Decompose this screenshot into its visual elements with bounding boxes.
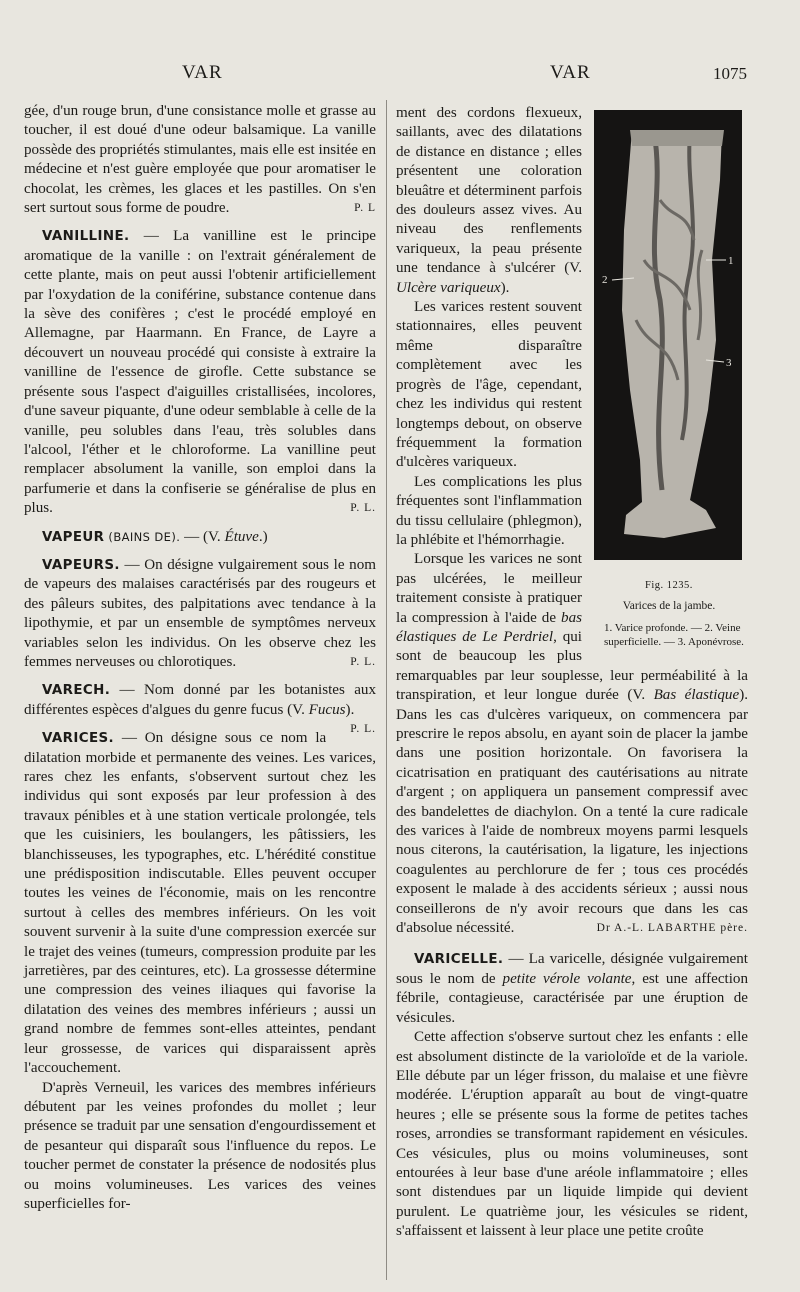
vanille-continuation xyxy=(24,102,376,218)
figure-title: Varices de la jambe. xyxy=(622,600,716,613)
vanille-text: gée, d'un rouge brun, d'une consistance molle et grasse au toucher, il est doué d'une odeur balsamique. La vanille possède des propriétés stimulantes, mais elle est insitée en médecine et n'est guère employée que pour aromatiser le chocolat, les crèmes, les glaces et les pastilles. On s'en sert surtout sous forme de poudre. xyxy=(24,103,376,217)
header-center-word: VAR xyxy=(550,62,591,83)
figure-label-2: 2 xyxy=(602,274,608,286)
headword-vapeur-sub: (BAINS DE). xyxy=(104,529,181,544)
page-number: 1075 xyxy=(713,64,747,83)
varices-cont-text-1: ment des cordons flexueux, saillants, avec des dilatations de distance en distance ; elles présentent une coloration bleuâtre et déterminent parfois des douleurs assez vives. Au niveau des renflements variqueux, la peau présente une tendance à s'ulcérer (V. xyxy=(396,105,582,277)
vapeur-text-post: .) xyxy=(258,528,268,545)
header-left-word: VAR xyxy=(182,62,223,83)
entry-varech xyxy=(24,681,376,736)
headword-vapeur: VAPEUR xyxy=(42,529,105,545)
varices-verneuil-paragraph: D'après Verneuil, les varices des membres inférieurs débutent par les veines profondes du mollet ; leur présence se traduit par une sensation d'engourdissement et de pesanteur qui disparaît sous l'influence du repos. Le toucher permet de constater la présence de nodosités plus ou moins volumineuses. Les varices des veines superficielles for- xyxy=(24,1079,376,1212)
headword-vapeurs: VAPEURS. xyxy=(42,557,120,573)
vapeurs-text: — On désigne vulgairement sous le nom de vapeurs des malaises caractérisés par des rougeurs et des pâleurs subites, des palpitations avec tendance à la lipothymie, et par un ensemble de symptômes nerveux variables selon les individus. On les observe chez les femmes nerveuses ou chlorotiques. xyxy=(24,556,376,670)
entry-vapeurs xyxy=(24,556,376,672)
traitement-text-3: ). Dans les cas d'ulcères variqueux, on commencera par prescrire le repos absolu, en ayant soin de placer la jambe dans une position horizontale. On favorisera la cicatrisation en pratiquant des cautérisations au nitrate d'argent ; on appliquera un pansement compressif avec des bandelettes de diachylon. On a tenté la cure radicale des varices à l'aide de nombreux moyens parmi lesquels nous citerons, la cautérisation, la ligature, les injections coagulentes au perchlorure de fer ; tous ces procédés exposent le malade à des accidents sérieux ; aussi nous conseillerons de n'y avoir recours que dans les cas d'absolue nécessité. xyxy=(396,687,748,937)
entry-varicelle xyxy=(396,950,748,1028)
varicelle-paragraph: Cette affection s'observe surtout chez les enfants : elle est absolument distincte de la varioloïde et de la variole. Elle débute par un léger frisson, du malaise et une fièvre modérée. L'éruption apparaît au bout de vingt-quatre heures ; elle se présente sous la forme de petites taches roses, arrondies se transformant rapidement en vésicules. Ces vésicules, plus ou moins volumineuses, sont entourées à leur base d'une aréole inflammatoire ; elles sont distendues par un liquide limpide qui devient purulent. Le quatrième jour, les vésicules se rident, s'affaissent et laissent à leur place une petite croûte xyxy=(396,1029,748,1240)
traitement-text-1: Lorsque les varices ne sont pas ulcérées, le meilleur traitement consiste à pratiquer la compression à l'aide de xyxy=(396,551,582,626)
stationnaires-paragraph: Les varices restent souvent stationnaires, elles peuvent même disparaître complètement avec les progrès de l'âge, cependant, chez les individus qui restent longtemps debout, on observe fréquemment la formation d'ulcères variqueux. xyxy=(396,299,582,471)
vanille-signature: P. L xyxy=(354,202,376,215)
vapeur-text-pre: — (V. xyxy=(180,528,225,545)
varices-cont-text-2: ). xyxy=(500,279,510,296)
varicelle-text-2: , est une affection fébrile, contagieuse, caractérisée par une éruption de vésicules. xyxy=(396,970,748,1026)
running-header xyxy=(0,62,800,92)
varech-text-pre: — Nom donné par les botanistes aux différentes espèces d'algues du genre fucus (V. xyxy=(24,682,376,718)
figure-label-3: 3 xyxy=(726,357,732,369)
varices-text-1: — On désigne sous ce nom la dilatation morbide et permanente des veines. Les varices, rares chez les enfants, s'observent surtout chez les individus qui sont exposés par leur profession à des travaux pénibles et à une station verticale prolongée, tels que les cuisiniers, les boulangers, les pâtissiers, les blanchisseuses, les typographes, etc. L'hérédité constitue une prédisposition indiscutable. Elles peuvent occuper toutes les veines de l'économie, mais on les rencontre surtout à celles des membres inférieurs. On les voit souvent survenir à la suite d'une compression exercée sur le trajet des veines (tumeurs, compression produite par les jarretières, par des ceintures, etc). La grossesse détermine une compression des veines iliaques qui favorise la dilatation des veines des membres inférieurs ; aussi un grand nombre de femmes sont-elles atteintes, pendant leur grossesse, de varices qui disparaissent après l'accouchement. xyxy=(24,730,376,1077)
varicelle-text-1: — La varicelle, désignée vulgairement sous le nom de xyxy=(396,951,748,987)
entry-vapeur xyxy=(24,528,376,547)
headword-varices: VARICES. xyxy=(42,731,115,747)
aponeurosis-band xyxy=(630,130,724,146)
headword-varicelle: VARICELLE. xyxy=(414,952,504,968)
figure-legend: 1. Varice profonde. — 2. Veine superficielle. — 3. Aponévrose. xyxy=(604,621,744,648)
varices-signature: Dr A.-L. LABARTHE père. xyxy=(596,922,748,935)
complications-paragraph: Les complications les plus fréquentes sont l'inflammation du tissu cellulaire (phlegmon), la phlébite et l'hémorrhagie. xyxy=(396,473,582,548)
leg-drawing xyxy=(594,110,742,560)
bas-elastiques-ref: bas élastiques de Le Perdriel xyxy=(396,609,582,645)
column-divider xyxy=(386,100,387,1280)
traitement-text-2: , qui sont de beaucoup les plus remarquables par leur souplesse, leur perméabilité à la transpiration, et leur longue durée (V. xyxy=(396,628,748,704)
headword-vanilline: VANILLINE. xyxy=(42,229,130,245)
left-column xyxy=(24,102,376,1214)
figure-number: Fig. 1235. xyxy=(645,580,693,591)
figure-block xyxy=(590,110,748,649)
leg-silhouette xyxy=(622,130,722,538)
vapeur-crossref: Étuve xyxy=(224,528,259,545)
varech-crossref: Fucus xyxy=(308,701,346,718)
bas-elastique-crossref: Bas élastique xyxy=(653,687,740,704)
headword-varech: VARECH. xyxy=(42,683,111,699)
figure-label-1: 1 xyxy=(728,255,734,267)
entry-vanilline xyxy=(24,227,376,518)
ulcere-crossref: Ulcère variqueux xyxy=(396,279,501,296)
vapeurs-signature: P. L. xyxy=(350,655,376,668)
right-column xyxy=(396,104,748,1242)
petite-verole-term: petite vérole volante xyxy=(502,970,632,987)
entry-varices xyxy=(24,729,376,1078)
varech-signature: P. L. xyxy=(350,723,376,736)
varech-text-post: ). xyxy=(345,701,355,718)
vanilline-signature: P. L. xyxy=(350,502,376,515)
vanilline-text: — La vanilline est le principe aromatique de la vanille : on l'extrait généralement de cette plante, mais on peut aussi l'obtenir artificiellement par l'oxydation de la coniférine, substance contenue dans la sève des conifères ; c'est le procédé employé en Allemagne, par Haarmann. En France, de Layre a découvert un nouveau procédé qui consiste à extraire la vanilline de l'essence de girofle. Cette substance se présente sous l'aspect d'aiguilles cristallisées, incolores, d'une saveur piquante, d'une odeur semblable à celle de la vanille, peu solubles dans l'eau, très solubles dans l'alcool, l'éther et le chloroforme. La vanilline peut remplacer absolument la vanille, son emploi dans la parfumerie et dans la confiserie se généralise de plus en plus. xyxy=(24,228,376,517)
leg-varices-illustration xyxy=(594,110,742,560)
